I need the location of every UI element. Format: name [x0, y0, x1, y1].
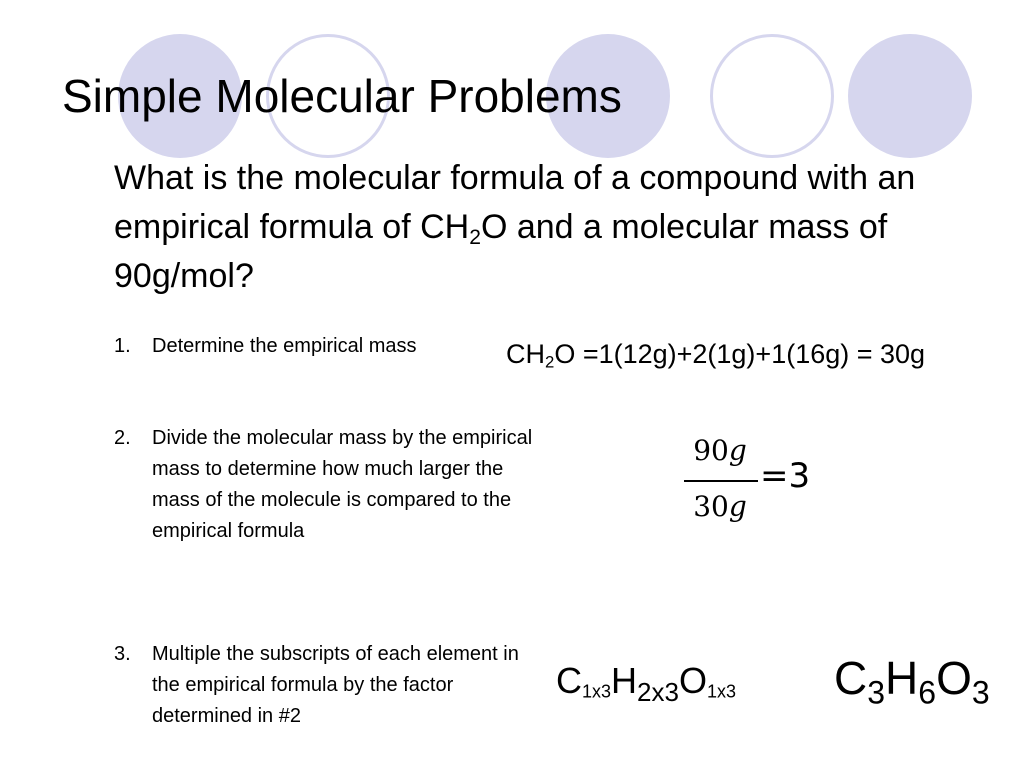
division-fraction	[682, 432, 822, 532]
denominator-unit: g	[728, 490, 747, 523]
final-element-o: O	[936, 652, 972, 704]
mult-subscript-o: 1x3	[706, 681, 736, 702]
mass-calc-post: O =1(12g)+2(1g)+1(16g) = 30g	[554, 339, 926, 369]
mult-subscript-c: 1x3	[582, 681, 612, 702]
question-part-2: O and a molecular mass of 90g/mol?	[114, 208, 888, 295]
question-text	[114, 154, 974, 301]
step-2-number: 2.	[114, 427, 131, 449]
slide-title: Simple Molecular Problems	[62, 70, 622, 122]
numerator-value: 90	[693, 434, 729, 467]
step-1-text: Determine the empirical mass	[152, 335, 417, 357]
step-3-number: 3.	[114, 643, 131, 665]
step-2-text: Divide the molecular mass by the empirical mass to determine how much larger the mass of the molecule is compared to the empirical formula	[152, 427, 533, 542]
numerator-unit: g	[728, 434, 747, 467]
final-subscript-c: 3	[867, 674, 886, 711]
step-1-number: 1.	[114, 335, 131, 357]
decorative-circle-filled-3	[848, 34, 972, 158]
decorative-circle-outline-2	[710, 34, 834, 158]
final-subscript-o: 3	[971, 674, 990, 711]
fraction-result: =3	[760, 456, 811, 496]
fraction-numerator	[682, 434, 758, 467]
fraction-denominator	[682, 490, 758, 523]
mult-element-o: O	[678, 660, 707, 701]
mult-element-h: H	[611, 660, 638, 701]
final-subscript-h: 6	[918, 674, 937, 711]
question-subscript: 2	[469, 225, 481, 249]
final-element-c: C	[834, 652, 868, 704]
mult-subscript-h: 2x3	[637, 676, 679, 707]
mass-calc-pre: CH	[506, 339, 545, 369]
question-part-1: What is the molecular formula of a compound with an empirical formula of CH	[114, 159, 916, 246]
mass-calc-subscript: 2	[545, 352, 555, 372]
fraction-bar	[684, 480, 758, 482]
denominator-value: 30	[693, 490, 729, 523]
final-molecular-formula	[834, 648, 990, 711]
step-3-text: Multiple the subscripts of each element in the empirical formula by the factor determined in #2	[152, 643, 519, 727]
empirical-mass-calculation	[506, 331, 986, 377]
multiplied-formula	[556, 656, 736, 706]
final-element-h: H	[885, 652, 919, 704]
mult-element-c: C	[556, 660, 582, 701]
